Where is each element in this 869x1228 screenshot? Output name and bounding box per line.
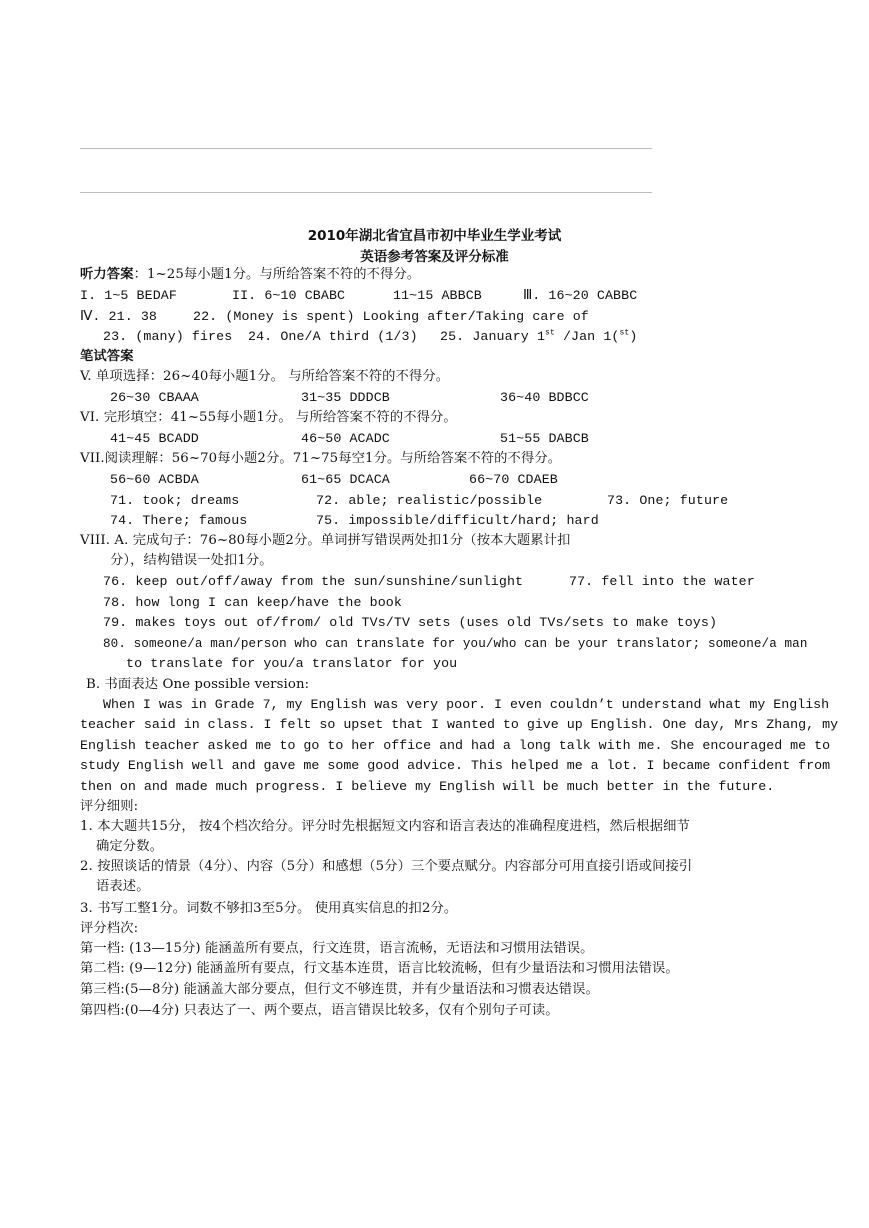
section-vii-label: VII.阅读理解：56~70每小题2分。71~75每空1分。与所给答案不符的不得分。	[80, 451, 562, 466]
criteria-item-cont: 语表述。	[96, 879, 150, 894]
section-b-label: B. 书面表达 One possible version:	[86, 677, 310, 692]
essay-line: study English well and gave me some good advice. This helped me a lot. I became confident from	[80, 758, 831, 773]
essay-line: teacher said in class. I felt so upset that I wanted to give up English. One day, Mrs Zhang, my	[80, 717, 839, 732]
section-vi-label: VI. 完形填空：41~55每小题1分。 与所给答案不符的不得分。	[80, 410, 457, 425]
answer-group: 74. There; famous	[110, 513, 248, 528]
answer-group: 51~55 DABCB	[500, 431, 589, 446]
answer-group: 61~65 DCACA	[301, 472, 390, 487]
answer-group: I. 1~5 BEDAF	[80, 288, 177, 303]
answer-group: 41~45 BCADD	[110, 431, 199, 446]
answer-group: 26~30 CBAAA	[110, 390, 199, 405]
answer-group: 31~35 DDDCB	[301, 390, 390, 405]
listening-line	[80, 266, 420, 284]
answer-group: 11~15 ABBCB	[393, 288, 482, 303]
criteria-item: 3. 书写工整1分。词数不够扣3至5分。 使用真实信息的扣2分。	[80, 901, 458, 916]
essay-line: then on and made much progress. I believe my English will be much better in the future.	[80, 779, 775, 794]
answer-group: 73. One; future	[607, 493, 729, 508]
answer-group: 76. keep out/off/away from the sun/sunshine/sunlight	[103, 574, 524, 589]
header-rule-top	[80, 148, 652, 149]
listening-note: ：1~25每小题1分。与所给答案不符的不得分。	[133, 267, 421, 282]
section-viii-label-cont: 分），结构错误一处扣1分。	[110, 553, 273, 568]
grade-level: 第二档: (9—12分) 能涵盖所有要点，行文基本连贯，语言比较流畅，但有少量语法和习惯用法错误。	[80, 961, 679, 976]
criteria-heading: 评分细则:	[80, 799, 139, 814]
answer-group: 22. (Money is spent) Looking after/Taking care of	[193, 309, 589, 324]
exam-title: 2010年湖北省宜昌市初中毕业生学业考试	[307, 228, 562, 244]
answer-group: 23. (many) fires	[103, 329, 233, 344]
section-viii-label: VIII. A. 完成句子：76~80每小题2分。单词拼写错误两处扣1分（按本大题累计扣	[80, 533, 571, 548]
answer-group: 24. One/A third (1/3)	[248, 329, 418, 344]
answer-group: Ⅲ. 16~20 CABBC	[523, 288, 638, 303]
essay-line: English teacher asked me to go to her office and had a long talk with me. She encouraged me to	[80, 738, 831, 753]
grade-level: 第四档:(0—4分) 只表达了一、两个要点，语言错误比较多，仅有个别句子可读。	[80, 1003, 559, 1018]
essay-line: When I was in Grade 7, my English was very poor. I even couldn’t understand what my English	[103, 697, 830, 712]
answer-group: 79. makes toys out of/from/ old TVs/TV sets (uses old TVs/sets to make toys)	[103, 615, 718, 630]
answer-group: 36~40 BDBCC	[500, 390, 589, 405]
answer-group: 46~50 ACADC	[301, 431, 390, 446]
grade-level: 第三档:(5—8分) 能涵盖大部分要点，但行文不够连贯，并有少量语法和习惯表达错误。	[80, 982, 599, 997]
criteria-item: 1. 本大题共15分， 按4个档次给分。评分时先根据短文内容和语言表达的准确程度进档，然后根据细节	[80, 819, 690, 834]
answer-group: 72. able; realistic/possible	[316, 493, 543, 508]
answer-group: 56~60 ACBDA	[110, 472, 199, 487]
answer-group: 71. took; dreams	[110, 493, 240, 508]
written-heading: 笔试答案	[80, 349, 134, 364]
answer-group: 80. someone/a man/person who can translate for you/who can be your translator; someone/a man	[103, 637, 808, 651]
answer-group: to translate for you/a translator for you	[126, 656, 458, 671]
header-rule-bottom	[80, 192, 652, 193]
answer-group: 75. impossible/difficult/hard; hard	[316, 513, 599, 528]
criteria-item-cont: 确定分数。	[96, 839, 163, 854]
answer-group: 66~70 CDAEB	[469, 472, 558, 487]
listening-row-1	[80, 287, 177, 305]
answer-group: 78. how long I can keep/have the book	[103, 595, 402, 610]
grade-level: 第一档: (13—15分) 能涵盖所有要点，行文连贯，语言流畅，无语法和习惯用法错误。	[80, 941, 594, 956]
answer-group: Ⅳ. 21. 38	[80, 309, 158, 324]
section-v-label: V. 单项选择：26~40每小题1分。 与所给答案不符的不得分。	[80, 369, 450, 384]
grades-heading: 评分档次:	[80, 921, 139, 936]
answer-group: II. 6~10 CBABC	[232, 288, 346, 303]
criteria-item: 2. 按照谈话的情景（4分）、内容（5分）和感想（5分）三个要点赋分。内容部分可用直接引语或间接引	[80, 859, 693, 874]
answer-group: 25. January 1st /Jan 1($^{st}$)	[440, 328, 638, 344]
answer-group: 77. fell into the water	[569, 574, 755, 589]
answer-key-title: 英语参考答案及评分标准	[360, 249, 509, 265]
listening-heading: 听力答案	[80, 267, 134, 282]
